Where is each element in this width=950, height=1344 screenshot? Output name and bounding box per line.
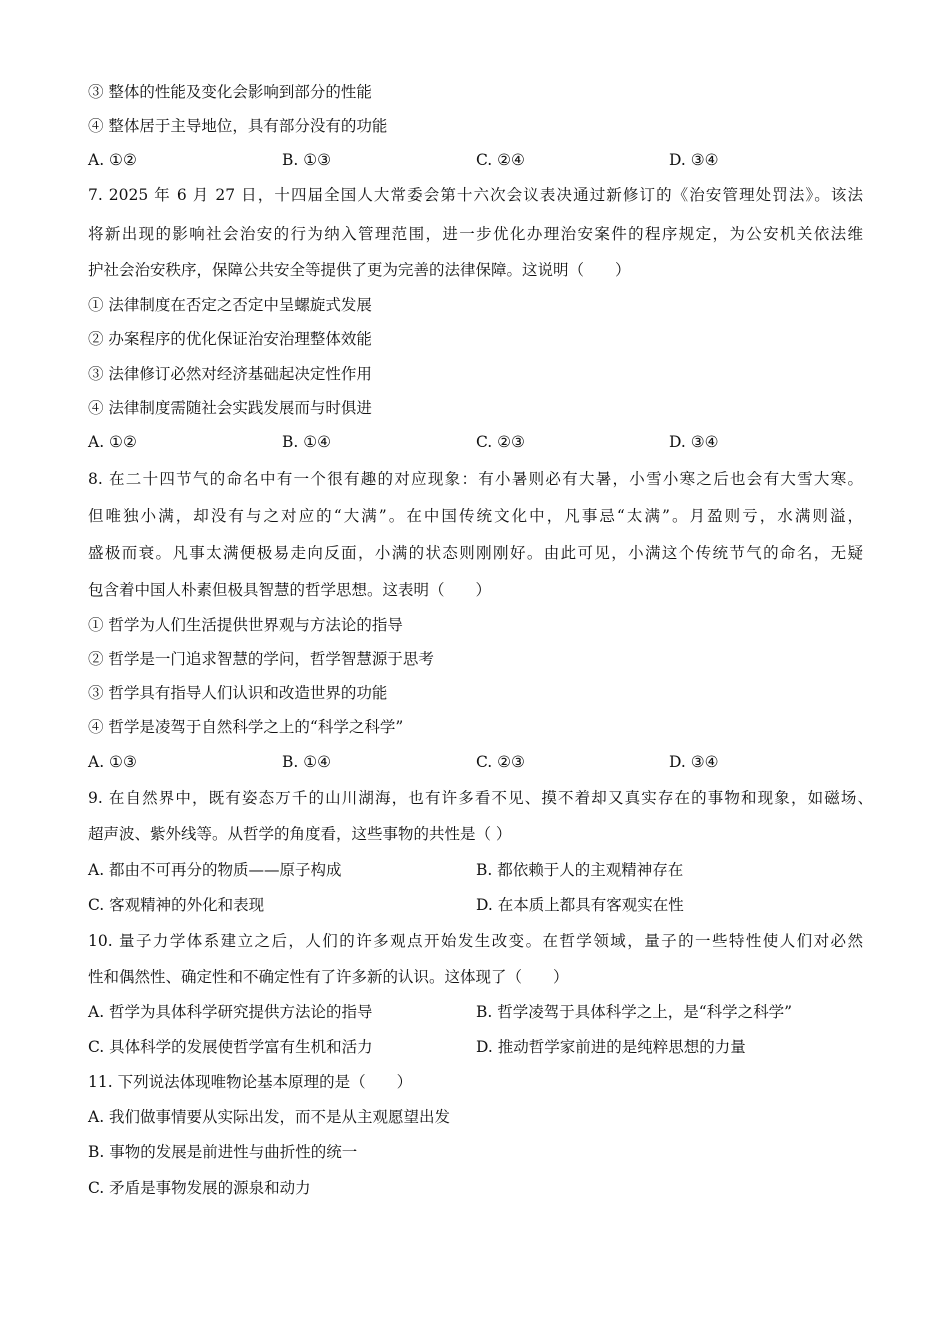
option-a: A. 哲学为具体科学研究提供方法论的指导 <box>88 1003 373 1021</box>
option-a: A. ①② <box>88 433 137 451</box>
option-b: B. 哲学凌驾于具体科学之上，是“科学之科学” <box>476 1003 793 1021</box>
option-c: C. 具体科学的发展使哲学富有生机和活力 <box>88 1038 373 1056</box>
option-a: A. 都由不可再分的物质——原子构成 <box>88 861 342 879</box>
question-stem: 9. 在自然界中，既有姿态万千的山川湖海，也有许多看不见、摸不着却又真实存在的事物和现象，如磁场、 <box>88 789 873 807</box>
question-stem: 包含着中国人朴素但极具智慧的哲学思想。这表明（ ） <box>88 581 492 599</box>
option-b: B. ①④ <box>282 433 332 451</box>
option-b: B. ①③ <box>282 151 332 169</box>
statement: ④ 整体居于主导地位，具有部分没有的功能 <box>88 117 388 135</box>
option-a: A. 我们做事情要从实际出发，而不是从主观愿望出发 <box>88 1108 451 1126</box>
option-c: C. ②④ <box>476 151 525 169</box>
statement: ③ 法律修订必然对经济基础起决定性作用 <box>88 365 372 383</box>
question-stem: 超声波、紫外线等。从哲学的角度看，这些事物的共性是（ ） <box>88 825 512 843</box>
statement: ④ 法律制度需随社会实践发展而与时俱进 <box>88 399 372 417</box>
option-b: B. 都依赖于人的主观精神存在 <box>476 861 684 879</box>
statement: ③ 整体的性能及变化会影响到部分的性能 <box>88 83 372 101</box>
option-d: D. ③④ <box>669 433 719 451</box>
option-b: B. 事物的发展是前进性与曲折性的统一 <box>88 1143 358 1161</box>
option-a: A. ①② <box>88 151 137 169</box>
statement: ④ 哲学是凌驾于自然科学之上的“科学之科学” <box>88 718 404 736</box>
question-stem: 将新出现的影响社会治安的行为纳入管理范围，进一步优化办理治安案件的程序规定，为公安机关依法维 <box>88 225 863 243</box>
option-d: D. ③④ <box>669 753 719 771</box>
statement: ① 法律制度在否定之否定中呈螺旋式发展 <box>88 296 372 314</box>
option-c: C. 矛盾是事物发展的源泉和动力 <box>88 1179 311 1197</box>
question-stem: 11. 下列说法体现唯物论基本原理的是（ ） <box>88 1073 413 1091</box>
question-stem: 8. 在二十四节气的命名中有一个很有趣的对应现象：有小暑则必有大暑，小雪小寒之后也会有大雪大寒。 <box>88 470 863 488</box>
question-stem: 10. 量子力学体系建立之后，人们的许多观点开始发生改变。在哲学领域，量子的一些特性使人们对必然 <box>88 932 863 950</box>
statement: ② 哲学是一门追求智慧的学问，哲学智慧源于思考 <box>88 650 434 668</box>
option-a: A. ①③ <box>88 753 137 771</box>
question-stem: 性和偶然性、确定性和不确定性有了许多新的认识。这体现了（ ） <box>88 968 569 986</box>
question-stem: 但唯独小满，却没有与之对应的“大满”。在中国传统文化中，凡事忌“太满”。月盈则亏，水满则溢， <box>88 507 863 525</box>
option-d: D. 推动哲学家前进的是纯粹思想的力量 <box>476 1038 746 1056</box>
option-d: D. ③④ <box>669 151 719 169</box>
option-c: C. ②③ <box>476 433 525 451</box>
statement: ② 办案程序的优化保证治安治理整体效能 <box>88 330 372 348</box>
option-b: B. ①④ <box>282 753 332 771</box>
question-stem: 护社会治安秩序，保障公共安全等提供了更为完善的法律保障。这说明（ ） <box>88 261 631 279</box>
question-stem: 盛极而衰。凡事太满便极易走向反面，小满的状态则刚刚好。由此可见，小满这个传统节气的命名，无疑 <box>88 544 863 562</box>
statement: ③ 哲学具有指导人们认识和改造世界的功能 <box>88 684 388 702</box>
question-stem: 7. 2025 年 6 月 27 日，十四届全国人大常委会第十六次会议表决通过新修订的《治安管理处罚法》。该法 <box>88 186 863 204</box>
option-c: C. 客观精神的外化和表现 <box>88 896 265 914</box>
statement: ① 哲学为人们生活提供世界观与方法论的指导 <box>88 616 403 634</box>
option-d: D. 在本质上都具有客观实在性 <box>476 896 684 914</box>
option-c: C. ②③ <box>476 753 525 771</box>
